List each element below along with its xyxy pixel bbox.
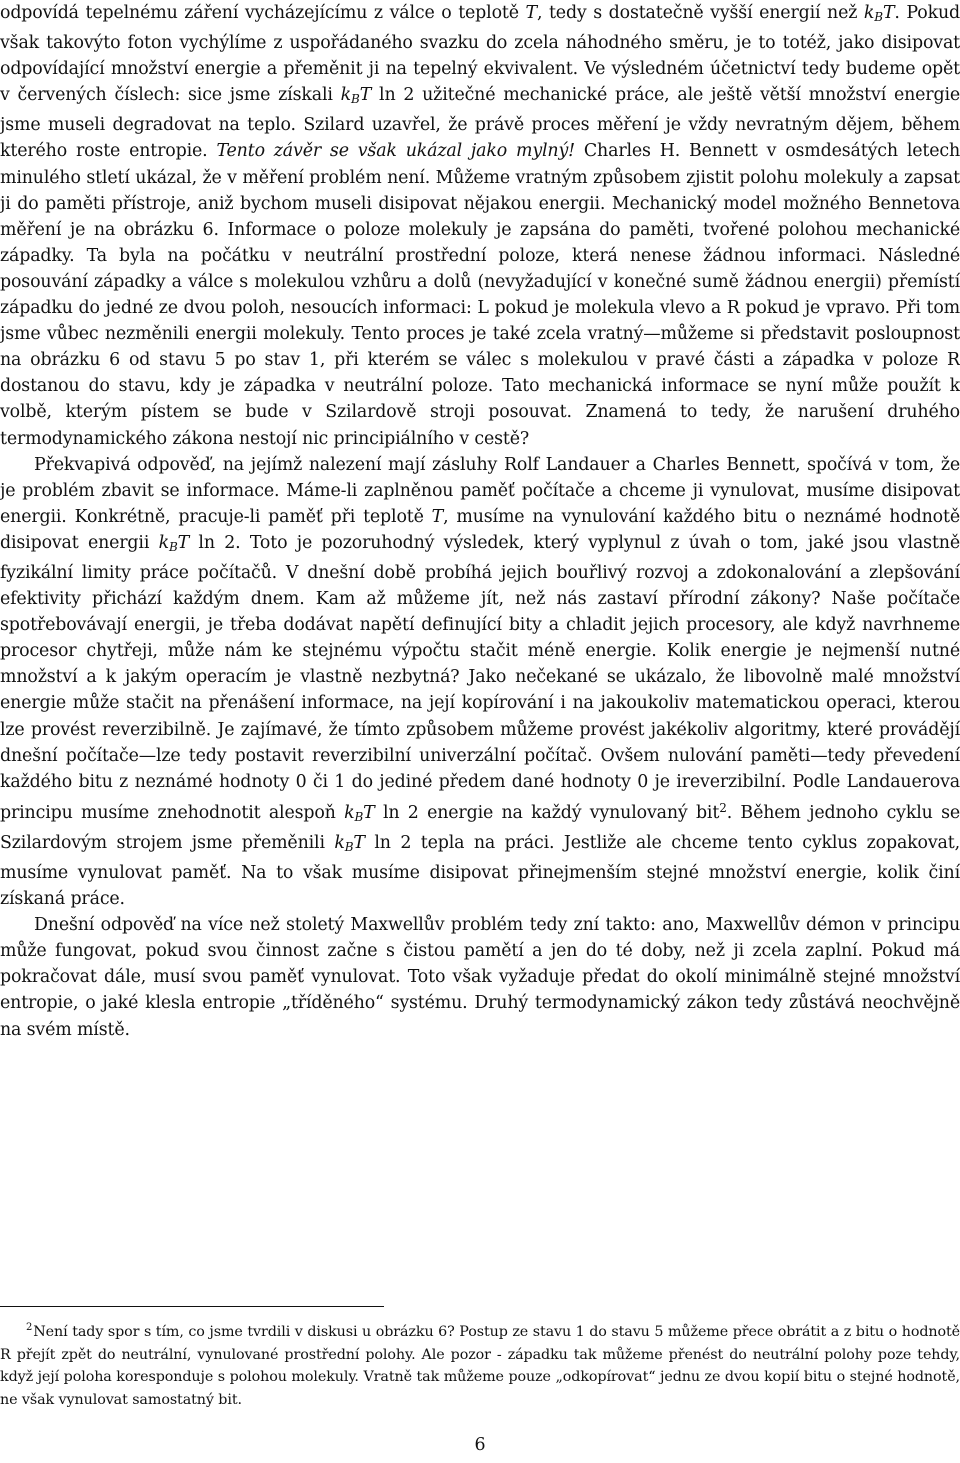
math-symbol: k bbox=[334, 832, 345, 853]
math-subscript: B bbox=[168, 539, 178, 554]
math-symbol: T bbox=[882, 3, 895, 23]
paragraph-1 bbox=[0, 0, 960, 452]
text-run: ln 2 tepla na práci. Jestliže ale chceme tento cyklus zopakovat, musíme vynulovat paměť. Na to však musíme disipovat přinejmenším stejné množství energie, kolik činí získaná práce. bbox=[0, 832, 960, 910]
paragraph-2 bbox=[0, 452, 960, 913]
footnote-2 bbox=[0, 1317, 960, 1411]
emphasized-text: Tento závěr se však ukázal jako mylný! bbox=[216, 141, 575, 162]
footnote-rule bbox=[0, 1306, 384, 1307]
math-symbol: T bbox=[525, 3, 537, 23]
math-subscript: B bbox=[351, 92, 360, 107]
text-run: odpovídá tepelnému záření vycházejícímu z válce o teplotě bbox=[0, 3, 526, 23]
footnote-text: Není tady spor s tím, co jsme tvrdili v diskusi u obrázku 6? Postup ze stavu 1 do stavu 5 můžeme přece obrátit a z bitu o hodnotě R přejít zpět do neutrální, vynulované prostřední polohy. Ale pozor - západku tak můžeme přenést do neutrální polohy poze tehdy, když její poloha koresponduje s polohou molekuly. Vratně tak můžeme pouze „odkopírovat“ jednu ze dvou kopií bitu o stejné hodnotě, ne však vynulovat samostatný bit. bbox=[0, 1324, 960, 1408]
text-run: Překvapivá odpověď, na jejímž nalezení mají zásluhy Rolf Landauer a Charles Bennett, spočívá v tom, že je problém zbavit se informace. Máme-li zaplněnou paměť počítače a chceme ji vynulovat, musíme disipovat energii. Konkrétně, pracuje-li paměť při teplotě bbox=[0, 454, 960, 527]
text-run: , musíme na vynulování každého bitu o neznámé hodnotě disipovat energii bbox=[0, 506, 960, 553]
page-number: 6 bbox=[474, 1435, 486, 1455]
text-run: . Během jednoho cyklu se Szilardovým strojem jsme přeměnili bbox=[0, 802, 960, 853]
footnote-marker: 2 bbox=[26, 1322, 33, 1333]
text-run: Charles H. Bennett v osmdesátých letech minulého stletí ukázal, že v měření problém není. Můžeme vratným způsobem zjistit polohu molekuly a zapsat ji do paměti přístroje, aniž bychom museli disipovat nějakou energii. Mechanický model možného Bennetova měření je na obrázku 6. Informace o poloze molekuly je zapsána do paměti, tvořené polohou mechanické západky. Ta byla na počátku v neutrální prostřední poloze, která nenese žádnou informaci. Následné posouvání západky a válce s molekulou vzhůru a dolů (nevyžadující v konečné sumě žádnou energii) přemístí západku do jedné ze dvou poloh, nesoucích informaci: L pokud je molekula vlevo a R pokud je vpravo. Při tom jsme vůbec nezměnili energii molekuly. Tento proces je také zcela vratný—můžeme si představit posloupnost na obrázku 6 od stavu 5 po stav 1, při kterém se válec s molekulou v pravé části a západka v poloze R dostanou do stavu, kdy je západka v neutrální poloze. Tato mechanická informace se nyní může použít k volbě, kterým pístem se bude v Szilardově stroji posouvat. Znamená to tedy, že narušení druhého termodynamického zákona nestojí nic principiálního v cestě? bbox=[0, 141, 960, 449]
math-symbol: T bbox=[353, 832, 365, 853]
text-run: ln 2. Toto je pozoruhodný výsledek, který vyplynul z úvah o tom, jaké jsou vlastně fyzikální limity práce počítačů. V dnešní době probíhá jejich bouřlivý rozvoj a zdokonalování a zlepšování efektivity přichází každým dnem. Kam až můžeme jít, než nás zastaví přírodní zákony? Naše počítače spotřebovávají energii, je třeba dodávat napětí definující bity a chladit jejich procesory, ale když navrhneme procesor chytřeji, může nám ke stejnému výpočtu stačit méně energie. Kolik energie je nejmenší nutné množství a k jakým operacím je vlastně nezbytná? Jako nečekané se ukázalo, že libovolně malé množství energie může stačit na přenášení informace, na její kopírování i na jakoukoliv matematickou operaci, kterou lze provést reverzibilně. Je zajímavé, že tímto způsobem můžeme provést jakékoliv algoritmy, které provádějí dnešní počítače—lze tedy postavit reverzibilní univerzální počítač. Ovšem nulování paměti—tedy převedení každého bitu z neznámé hodnoty 0 či 1 do jediné předem dané hodnoty 0 je ireverzibilní. Podle Landauerova principu musíme znehodnotit alespoň bbox=[0, 532, 960, 823]
footnotes bbox=[0, 1317, 960, 1411]
math-subscript: B bbox=[344, 839, 354, 854]
text-run: . Pokud však takovýto foton vychýlíme z uspořádaného svazku do zcela náhodného směru, je to totéž, jako disipovat odpovídající množství energie a přeměnit ji na tepelný ekvivalent. Ve výsledném účetnictví tedy budeme opět v červených číslech: sice jsme získali bbox=[0, 3, 960, 106]
math-symbol: T bbox=[363, 802, 375, 823]
math-symbol: k bbox=[158, 532, 169, 553]
math-symbol: T bbox=[359, 85, 372, 106]
math-subscript: B bbox=[354, 809, 364, 824]
text-run: ln 2 energie na každý vynulovaný bit bbox=[374, 802, 720, 823]
math-symbol: T bbox=[431, 506, 444, 527]
text-run: Dnešní odpověď na více než stoletý Maxwellův problém tedy zní takto: ano, Maxwellův démon v principu může fungovat, pokud svou činnost začne s čistou pamětí a jen do té doby, než ji zcela zaplní. Pokud má pokračovat dále, musí svou paměť vynulovat. Toto však vyžaduje předat do okolí minimálně stejné množství entropie, o jaké klesla entropie „tříděného“ systému. Druhý termodynamický zákon tedy zůstává neochvějně na svém místě. bbox=[0, 915, 960, 1040]
math-symbol: k bbox=[340, 85, 352, 106]
math-subscript: B bbox=[874, 10, 883, 24]
math-symbol: k bbox=[344, 802, 355, 823]
math-symbol: T bbox=[177, 532, 190, 553]
math-symbol: k bbox=[863, 3, 875, 23]
text-run: , tedy s dostatečně vyšší energií než bbox=[536, 3, 864, 23]
footnote-reference: 2 bbox=[719, 800, 727, 815]
text-run: ln 2 užitečné mechanické práce, ale ještě větší množství energie jsme museli degradovat na teplo. Szilard uzavřel, že právě proces měření je vždy nevratným dějem, během kterého roste entropie. bbox=[0, 85, 960, 162]
paragraph-3 bbox=[0, 912, 960, 1042]
